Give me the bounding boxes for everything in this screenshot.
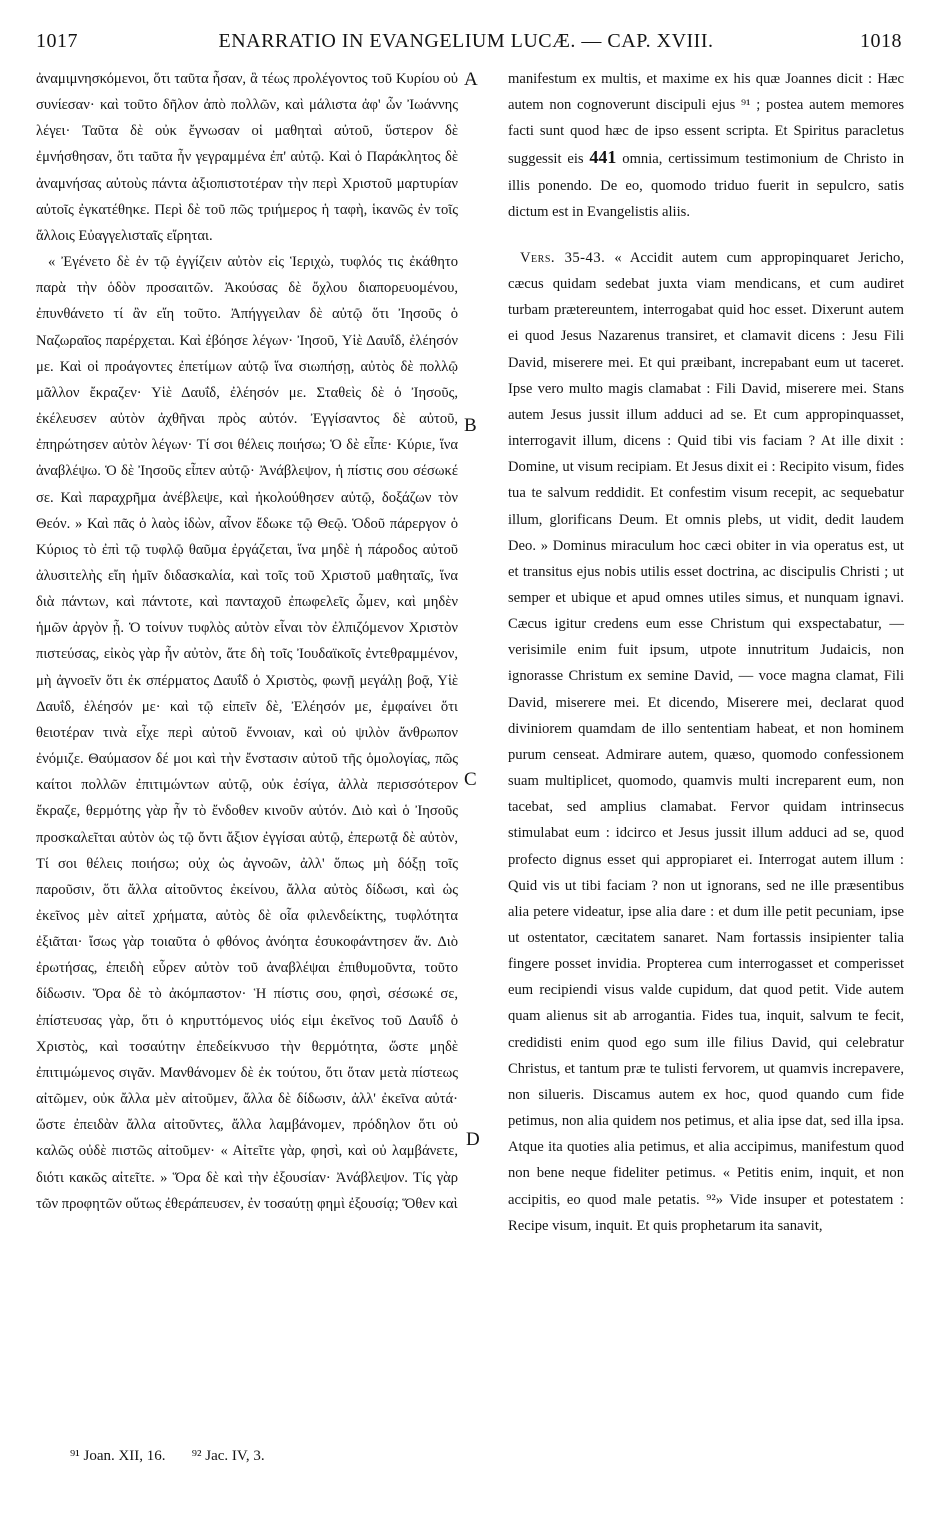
greek-column — [36, 66, 458, 1217]
running-title: ENARRATIO IN EVANGELIUM LUCÆ. — CAP. XVIII. — [218, 30, 714, 52]
latin-paragraph-1 — [508, 66, 904, 225]
margin-marker-c: C — [464, 769, 477, 790]
margin-marker-d: D — [466, 1129, 480, 1150]
margin-marker-b: B — [464, 415, 477, 436]
latin-paragraph-2-text: « Accidit autem cum appropinquaret Jericho, cæcus quidam sedebat juxta viam mendicans, et cum audiret turbam prætereuntem, interrogabat quid hoc esset. Dixerunt autem ei quod Jesus Nazarenus transiret, et clamavit dicens : Jesu Fili David, miserere mei. Et qui præibant, increpabant eum ut taceret. Ipse vero multo magis clamabat : Fili David, miserere mei. Stans autem Jesus jussit illum adduci ad se. Et cum appropinquasset, interrogavit illum, dicens : Quid tibi vis faciam ? At ille dixit : Domine, ut visum recipiam. Et Jesus dixit ei : Recipito visum, fides tua te salvum reddidit. Et confestim visum recepit, ac sequebatur illum, glorificans Deum. Et omnis plebs, ut vidit, dedit laudem Deo. » Dominus miraculum hoc cæci obiter in via operatus est, ut et transitus ejus nobis utilis esset doctrina, ac discipulis Christi ; ut semper et ubique et apud omnes utiles simus, et nunquam ignavi. Cæcus igitur credens eum esse Christum qui exspectabatur, —verisimile enim fuit ipsum, utpote innutritum Judaicis, non ignorasse Christum ex semine David, — voce magna clamat, Fili David, miserere mei. Et dicendo, Miserere mei, declarat quod diviniorem quamdam de illo sententiam habeat, et non hominem purum censeat. Admirare autem, quæso, quomodo confessionem suam multiplicet, quomodo, quamvis multi increparent eum, non tacebat, sed amplius clamabat. Fervor quidam intrinsecus stimulabat eum : idcirco et Jesus jussit illum adduci ad se, quod profecto dignus esset qui appropiaret ei. Interrogat autem illum : Quid vis ut tibi faciam ? non ut ignorans, sed ne ille præsentibus alia petere videatur, ipse alia dare : et dum ille petit pecuniam, ipse ut ostentator, cæcitatem sanaret. Nam fortassis insipienter talia fingere posset invidia. Propterea cum interrogasset et comperisset eum recipiendi visus valde cupidum, dat quod petit. Vide autem quam alienus sit ab arrogantia. Fides tua, inquit, salvum te fecit, credidisti enim quod ego sum ille filius David, qui celebratur Christus, et tantum præ te tulisti fervorem, ut quamvis increpavere, non silueris. Discamus autem ex hoc, quod quando cum fide petimus, non alia quidem nos petimus, et alia ipse dat, sed illa ipsa. Atque ita quoties alia petimus, et alia accipimus, manifestum quod non bene neque fideliter petimus. « Petitis enim, inquit, et non accipitis, eo quod male petatis. ⁹²» Vide insuper et potestatem : Recipe visum, inquit. Et quis prophetarum ita sanavit, — [508, 249, 904, 1234]
greek-paragraph-2: « Ἐγένετο δὲ ἐν τῷ ἐγγίζειν αὐτὸν εἰς Ἱεριχὼ, τυφλός τις ἐκάθητο παρὰ τὴν ὁδὸν προσαιτῶν. Ἀκούσας δὲ ὄχλου διαπορευομένου, ἐπυνθάνετο τί ἂν εἴη τοῦτο. Ἀπήγγειλαν δὲ αὐτῷ ὅτι Ἰησοῦς ὁ Ναζωραῖος παρέρχεται. Καὶ ἐβόησε λέγων· Ἰησοῦ, Υἱὲ Δαυΐδ, ἐλέησόν με. Καὶ οἱ προάγοντες ἐπετίμων αὐτῷ ἵνα σιωπήσῃ, αὐτὸς δὲ πολλῷ μᾶλλον ἔκραζεν· Υἱὲ Δαυΐδ, ἐλέησόν με. Σταθεὶς δὲ ὁ Ἰησοῦς, ἐκέλευσεν αὐτὸν ἀχθῆναι πρὸς αὐτόν. Ἐγγίσαντος δὲ αὐτοῦ, ἐπηρώτησεν αὐτὸν λέγων· Τί σοι θέλεις ποιήσω; Ὁ δὲ εἶπε· Κύριε, ἵνα ἀναβλέψω. Ὁ δὲ Ἰησοῦς εἶπεν αὐτῷ· Ἀνάβλεψον, ἡ πίστις σου σέσωκέ σε. Καὶ παραχρῆμα ἀνέβλεψε, καὶ ἠκολούθησεν αὐτῷ, δοξάζων τὸν Θεόν. » Καὶ πᾶς ὁ λαὸς ἰδὼν, αἶνον ἔδωκε τῷ Θεῷ. Ὁδοῦ πάρεργον ὁ Κύριος τὸ ἐπὶ τῷ τυφλῷ θαῦμα ἐργάζεται, ἵνα μηδὲ ἡ πάροδος αὐτοῦ ἀλυσιτελὴς εἴη ἡμῖν διδασκαλία, καὶ τοῖς τοῦ Χριστοῦ μαθηταῖς, ἵνα διὰ πάντων, καὶ πάντοτε, καὶ πανταχοῦ ἐπωφελεῖς ὦμεν, καὶ μηδὲν ἡμῶν ἀργὸν ᾖ. Ὁ τοίνυν τυφλὸς αὐτὸν εἶναι τὸν ἐλπιζόμενον Χριστὸν πιστεύσας, εἰκὸς γὰρ ἦν αὐτὸν, ἅτε δὴ τοῖς Ἰουδαϊκοῖς ἐντεθραμμένον, μὴ ἀγνοεῖν ὅτι ἐκ σπέρματος Δαυΐδ ὁ Χριστὸς, φωνῇ μεγάλῃ βοᾷ, Υἱὲ Δαυΐδ, ἐλέησόν με· καὶ τῷ εἰπεῖν δὲ, Ἐλέησόν με, ἐμφαίνει ὅτι θειοτέραν τινὰ εἶχε περὶ αὐτοῦ ἔννοιαν, καὶ οὐ ψιλὸν ἄνθρωπον ἐνόμιζε. Θαύμασον δέ μοι καὶ τὴν ἔνστασιν αὐτοῦ τῆς ὁμολογίας, πῶς καίτοι πολλῶν ἐπιτιμώντων αὐτῷ, οὐκ ἐσίγα, ἀλλὰ περισσότερον ἔκραζε, θερμότης γὰρ ἦν τὸ ἔνδοθεν κινοῦν αὐτόν. Διὸ καὶ ὁ Ἰησοῦς προσκαλεῖται αὐτὸν ὡς τῷ ὄντι ἄξιον ἐγγίσαι αὐτῷ, ἐπερωτᾷ δὲ αὐτὸν, Τί σοι θέλεις ποιήσω; οὐχ ὡς ἀγνοῶν, ἀλλ' ὅπως μὴ δόξῃ τοῖς παροῦσιν, ὅτι ἄλλα αἰτοῦντος ἐκείνου, ἄλλα αὐτὸς δίδωσι, καὶ ὡς ἐκεῖνος μὲν αἰτεῖ χρήματα, αὐτὸς δὲ οἷα φιλενδείκτης, τυφλότητα ἐξιᾶται· ἴσως γὰρ τοιαῦτα ὁ φθόνος ἀνόητα ἐσυκοφάντησεν ἄν. Διὸ ἐρωτήσας, ἐπειδὴ εὗρεν αὐτὸν τοῦ ἀναβλέψαι ἐπιθυμοῦντα, τοῦτο δίδωσιν. Ὅρα δὲ τὸ ἀκόμπαστον· Ἡ πίστις σου, φησὶ, σέσωκέ σε, ἐπίστευσας γὰρ, ὅτι ὁ κηρυττόμενος υἱός εἰμι ἐκεῖνος τοῦ Δαυΐδ ὁ Χριστὸς, καὶ τοσαύτην ἐπεδείκνυσο τὴν θερμότητα, ὥστε μηδὲ ἐπιτιμώμενος σιγᾶν. Μανθάνομεν δὲ ἐκ τούτου, ὅτι ὅταν μετὰ πίστεως αἰτῶμεν, οὐκ ἄλλα μὲν αἰτοῦμεν, ἄλλα δὲ δίδωσιν, ἀλλ' ἐκεῖνα αὐτά· ὥστε ἐπειδὰν ἄλλα αἰτοῦντες, ἄλλα λαμβάνομεν, πρόδηλον ὅτι οὐ καλῶς οὐδὲ πιστῶς αἰτοῦμεν· « Αἰτεῖτε γὰρ, φησὶ, καὶ οὐ λαμβάνετε, διότι κακῶς αἰτεῖτε. » Ὅρα δὲ καὶ τὴν ἐξουσίαν· Ἀνάβλεψον. Τίς γὰρ τῶν προφητῶν οὕτως ἐθεράπευσεν, ἐν τοσαύτῃ φημὶ ἐξουσίᾳ; Ὅθεν καὶ — [36, 254, 458, 1212]
page-number-left: 1017 — [36, 30, 78, 52]
footnotes — [70, 1448, 265, 1465]
margin-marker-a: A — [464, 69, 478, 90]
greek-paragraph-1: ἀναμιμνησκόμενοι, ὅτι ταῦτα ἦσαν, ἃ τέως προλέγοντος τοῦ Κυρίου οὐ συνίεσαν· καὶ τοῦτο δῆλον ἀπὸ πολλῶν, καὶ μάλιστα ἀφ' ὧν Ἰωάννης λέγει· Ταῦτα δὲ οὐκ ἔγνωσαν οἱ μαθηταὶ αὐτοῦ, ὕστερον δὲ ἐμνήσθησαν, ὅτι ταῦτα ἦν γεγραμμένα ἐπ' αὐτῷ. Καὶ ὁ Παράκλητος δὲ ἀναμνήσας αὐτοὺς πάντα ἀξιοπιστοτέραν τὴν περὶ Χριστοῦ μαρτυρίαν αὐτοῖς ἐγκατέθηκε. Περὶ δὲ τοῦ πῶς τριήμερος ἡ ταφὴ, ἱκανῶς ἐν τοῖς ἄλλοις Εὐαγγελισταῖς εἴρηται. — [36, 71, 458, 244]
footnote-91: ⁹¹ Joan. XII, 16. — [70, 1448, 166, 1464]
running-head — [30, 30, 902, 60]
verse-label: Vers. 35-43. — [520, 249, 606, 266]
column-number: 441 — [589, 147, 617, 168]
latin-paragraph-1-part-b: omnia, certissimum testimonium de Christo in illis ponendo. De eo, quomodo triduo fuerit in sepulcro, satis dictum est in Evangelistis aliis. — [508, 151, 904, 220]
latin-paragraph-2 — [508, 245, 904, 1239]
paragraph-gap — [508, 225, 904, 245]
latin-paragraph-1-part-a: manifestum ex multis, et maxime ex his quæ Joannes dicit : Hæc autem non cognoverunt discipuli ejus ⁹¹ ; postea autem memores facti sunt quod hæc de ipso essent scripta. Et Spiritus paracletus suggessit eis — [508, 71, 904, 168]
latin-column — [508, 66, 904, 1239]
page-number-right: 1018 — [860, 30, 902, 52]
footnote-92: ⁹² Jac. IV, 3. — [191, 1448, 265, 1464]
